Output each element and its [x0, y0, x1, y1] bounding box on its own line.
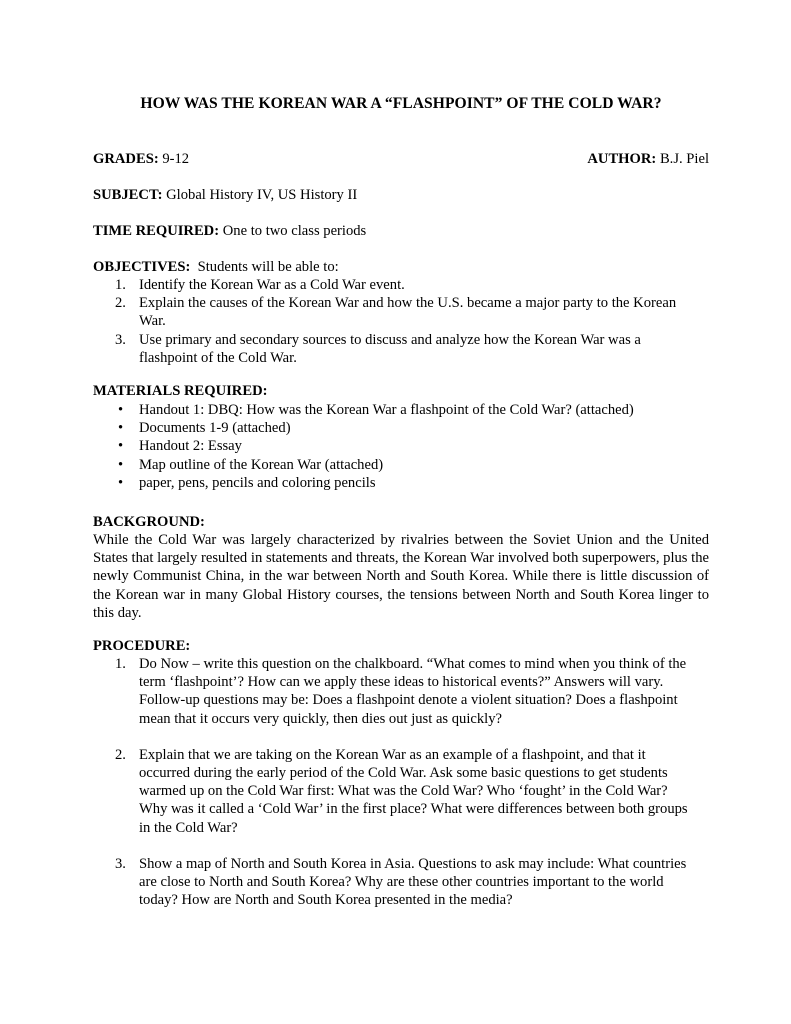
objectives-heading [93, 258, 339, 276]
background-text: While the Cold War was largely characterized by rivalries between the Soviet Union and the United States that largely resulted in statements and threats, the Korean War involved both superpowers, plus the newly Communist China, in the war between North and South Korea. While there is little discussion of the Korean war in many Global History courses, the tensions between North and South Korea linger to this day. [93, 532, 709, 621]
page-title: HOW WAS THE KOREAN WAR A “FLASHPOINT” OF THE COLD WAR? [140, 95, 662, 112]
list-item: • Handout 1: DBQ: How was the Korean War a flashpoint of the Cold War? (attached) [118, 402, 634, 418]
background-label: BACKGROUND: [93, 514, 205, 530]
time-line [93, 222, 366, 240]
objectives-label: OBJECTIVES: [93, 259, 191, 275]
list-item: 2. Explain that we are taking on the Korean War as an example of a flashpoint, and that it occurred during the early period of the Cold War. Ask some basic questions to get students warmed up on the Cold War first: What was the Cold War? Who ‘fought’ in the Cold War? Why was it called a ‘Cold War’ in the first place? What were differences between both groups in the Cold War? [115, 746, 688, 836]
list-item: • Handout 2: Essay [118, 438, 242, 455]
author-label: AUTHOR: [587, 151, 657, 167]
objectives-list [93, 276, 683, 367]
subject-label: SUBJECT: [93, 187, 163, 203]
list-item: 3. Show a map of North and South Korea in Asia. Questions to ask may include: What countries are close to North and South Korea? Why are these other countries important to the world today? How are North and South Korea presented in the media? [115, 855, 687, 909]
author-value: B.J. Piel [659, 151, 709, 167]
grades-label: GRADES: [93, 151, 159, 167]
list-item: • paper, pens, pencils and coloring pencils [118, 474, 376, 491]
procedure-label: PROCEDURE: [93, 638, 191, 654]
list-item: • Documents 1-9 (attached) [118, 420, 291, 437]
list-item: 2. Explain the causes of the Korean War and how the U.S. became a major party to the Korean War. [115, 295, 677, 330]
grades-line [93, 150, 189, 168]
time-value: One to two class periods [222, 223, 367, 239]
subject-value: Global History IV, US History II [166, 187, 358, 203]
list-spacer [93, 728, 693, 746]
list-item: 1. Identify the Korean War as a Cold War event. [115, 277, 405, 293]
materials-list [93, 401, 709, 492]
procedure-list [93, 655, 693, 909]
list-spacer [93, 837, 693, 855]
subject-line [93, 186, 357, 204]
author-line [587, 150, 709, 168]
list-item: • Map outline of the Korean War (attached) [118, 456, 384, 473]
time-label: TIME REQUIRED: [93, 223, 220, 239]
materials-label: MATERIALS REQUIRED: [93, 383, 268, 399]
list-item: 1. Do Now – write this question on the chalkboard. “What comes to mind when you think of the term ‘flashpoint’? How can we apply these ideas to historical events?” Answers will vary. Follow-up questions may be: Does a flashpoint denote a violent situation? Does a flashpoint mean that it occurs very quickly, then dies out just as quickly? [115, 656, 687, 727]
list-item: 3. Use primary and secondary sources to discuss and analyze how the Korean War was a flashpoint of the Cold War. [115, 331, 641, 366]
grades-value: 9-12 [162, 151, 190, 167]
objectives-intro: Students will be able to: [197, 259, 339, 275]
